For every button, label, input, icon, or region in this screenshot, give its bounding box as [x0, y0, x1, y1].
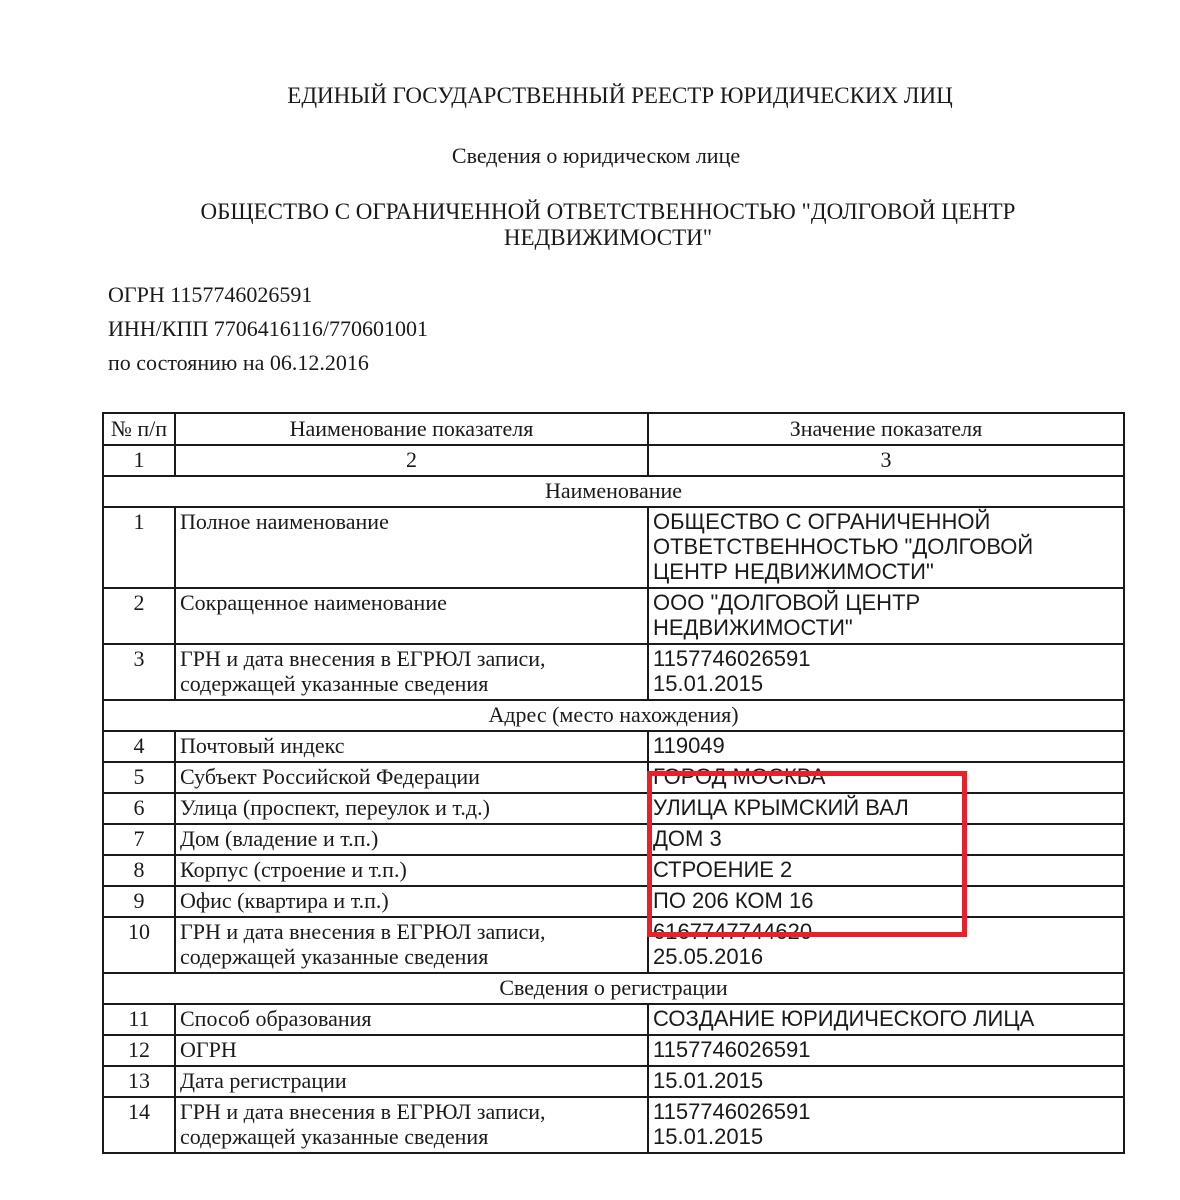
row-number: 11: [103, 1004, 175, 1035]
indicator-name: Сокращенное наименование: [175, 588, 648, 644]
column-number-row: [103, 445, 1124, 476]
column-number: 2: [175, 445, 648, 476]
indicator-value: СОЗДАНИЕ ЮРИДИЧЕСКОГО ЛИЦА: [648, 1004, 1124, 1035]
indicator-value: 15.01.2015: [648, 1066, 1124, 1097]
row-number: 13: [103, 1066, 175, 1097]
indicator-name: Офис (квартира и т.п.): [175, 886, 648, 917]
row-number: 1: [103, 507, 175, 588]
section-title: Сведения о регистрации: [103, 973, 1124, 1004]
indicator-name: ГРН и дата внесения в ЕГРЮЛ записи, содержащей указанные сведения: [175, 917, 648, 973]
row-number: 3: [103, 644, 175, 700]
table-body: [103, 445, 1124, 1153]
table-row: [103, 762, 1124, 793]
row-number: 8: [103, 855, 175, 886]
table-row: [103, 507, 1124, 588]
table-row: [103, 644, 1124, 700]
header-indicator-value: Значение показателя: [648, 413, 1124, 445]
row-number: 9: [103, 886, 175, 917]
table-row: [103, 731, 1124, 762]
table-row: [103, 917, 1124, 973]
indicator-name: Почтовый индекс: [175, 731, 648, 762]
indicator-value: 6167747744620 25.05.2016: [648, 917, 1124, 973]
indicator-value: 119049: [648, 731, 1124, 762]
registry-table: [102, 412, 1125, 1154]
header-indicator-name: Наименование показателя: [175, 413, 648, 445]
indicator-value: ПО 206 КОМ 16: [648, 886, 1124, 917]
section-row: [103, 700, 1124, 731]
table-row: [103, 824, 1124, 855]
table-row: [103, 1004, 1124, 1035]
indicator-value: ООО "ДОЛГОВОЙ ЦЕНТР НЕДВИЖИМОСТИ": [648, 588, 1124, 644]
company-name-heading: [18, 199, 1180, 251]
indicator-name: ГРН и дата внесения в ЕГРЮЛ записи, содержащей указанные сведения: [175, 644, 648, 700]
indicator-value: ГОРОД МОСКВА: [648, 762, 1124, 793]
table-row: [103, 1035, 1124, 1066]
column-number: 3: [648, 445, 1124, 476]
indicator-value: ДОМ 3: [648, 824, 1124, 855]
table-row: [103, 886, 1124, 917]
table-header-row: [103, 413, 1124, 445]
indicator-value: ОБЩЕСТВО С ОГРАНИЧЕННОЙ ОТВЕТСТВЕННОСТЬЮ "ДОЛГОВОЙ ЦЕНТР НЕДВИЖИМОСТИ": [648, 507, 1124, 588]
section-row: [103, 973, 1124, 1004]
indicator-name: ГРН и дата внесения в ЕГРЮЛ записи, содержащей указанные сведения: [175, 1097, 648, 1153]
section-title: Адрес (место нахождения): [103, 700, 1124, 731]
table-row: [103, 1066, 1124, 1097]
indicator-value: УЛИЦА КРЫМСКИЙ ВАЛ: [648, 793, 1124, 824]
company-name-line-2: НЕДВИЖИМОСТИ": [503, 225, 713, 250]
row-number: 12: [103, 1035, 175, 1066]
indicator-name: Дата регистрации: [175, 1066, 648, 1097]
section-row: [103, 476, 1124, 507]
row-number: 14: [103, 1097, 175, 1153]
as-of-date-line: по состоянию на 06.12.2016: [108, 350, 369, 375]
table-row: [103, 855, 1124, 886]
row-number: 4: [103, 731, 175, 762]
header-number: № п/п: [103, 413, 175, 445]
indicator-name: ОГРН: [175, 1035, 648, 1066]
table-row: [103, 793, 1124, 824]
inn-kpp-line: ИНН/КПП 7706416116/770601001: [108, 316, 429, 341]
row-number: 7: [103, 824, 175, 855]
indicator-value: СТРОЕНИЕ 2: [648, 855, 1124, 886]
table-row: [103, 588, 1124, 644]
indicator-name: Дом (владение и т.п.): [175, 824, 648, 855]
indicator-value: 1157746026591 15.01.2015: [648, 1097, 1124, 1153]
row-number: 2: [103, 588, 175, 644]
row-number: 10: [103, 917, 175, 973]
indicator-name: Улица (проспект, переулок и т.д.): [175, 793, 648, 824]
indicator-value: 1157746026591: [648, 1035, 1124, 1066]
table-row: [103, 1097, 1124, 1153]
company-name-line-1: ОБЩЕСТВО С ОГРАНИЧЕННОЙ ОТВЕТСТВЕННОСТЬЮ "ДОЛГОВОЙ ЦЕНТР: [200, 199, 1016, 224]
ogrn-line: ОГРН 1157746026591: [108, 282, 313, 307]
indicator-name: Полное наименование: [175, 507, 648, 588]
document-title: ЕДИНЫЙ ГОСУДАРСТВЕННЫЙ РЕЕСТР ЮРИДИЧЕСКИХ ЛИЦ: [287, 83, 953, 108]
document-subtitle: Сведения о юридическом лице: [451, 143, 741, 168]
section-title: Наименование: [103, 476, 1124, 507]
indicator-name: Субъект Российской Федерации: [175, 762, 648, 793]
column-number: 1: [103, 445, 175, 476]
row-number: 6: [103, 793, 175, 824]
indicator-name: Способ образования: [175, 1004, 648, 1035]
row-number: 5: [103, 762, 175, 793]
indicator-value: 1157746026591 15.01.2015: [648, 644, 1124, 700]
indicator-name: Корпус (строение и т.п.): [175, 855, 648, 886]
